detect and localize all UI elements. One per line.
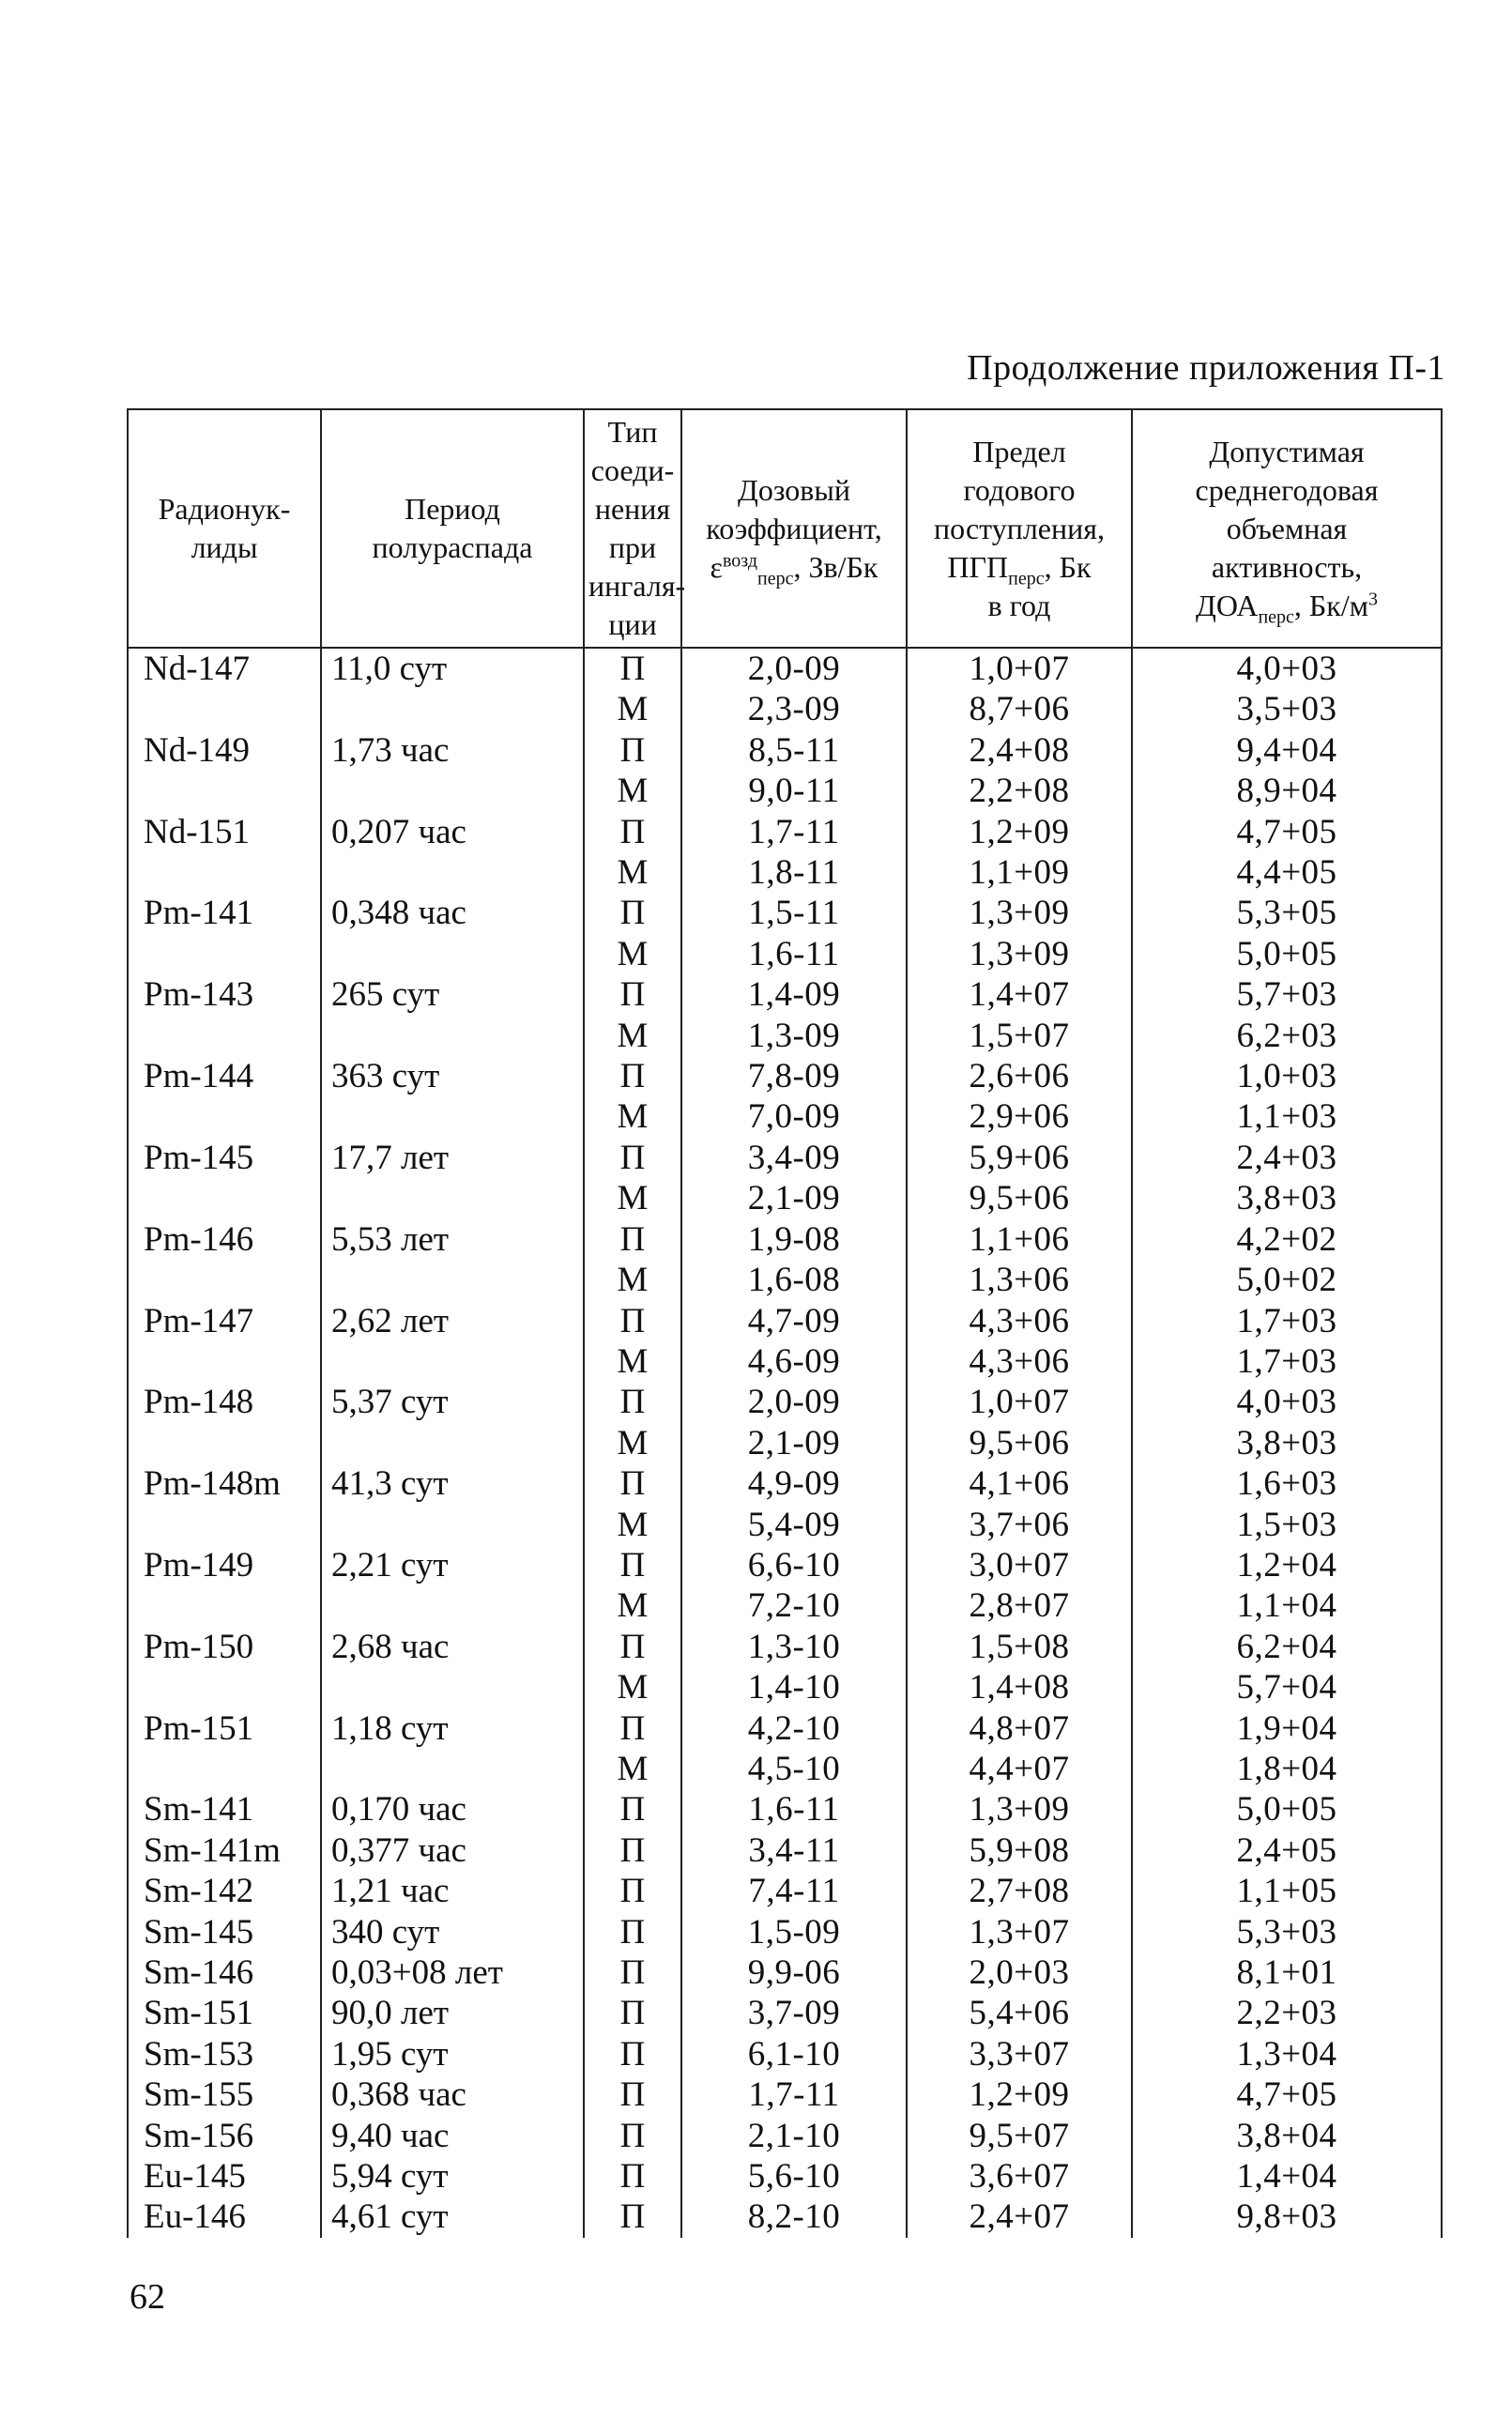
cell-compound-type: М	[584, 852, 681, 893]
cell-annual-limit: 2,0+03	[907, 1952, 1132, 1993]
cell-annual-limit: 5,9+06	[907, 1138, 1132, 1178]
table-row	[128, 1056, 1442, 1096]
cell-half-life: 90,0 лет	[321, 1993, 584, 2033]
table-header-row	[128, 409, 1442, 648]
cell-dose-coefficient: 1,4-09	[681, 974, 907, 1015]
cell-nuclide: Pm-143	[128, 974, 321, 1015]
page-number: 62	[130, 2277, 165, 2317]
table-row	[128, 812, 1442, 852]
cell-compound-type: М	[584, 934, 681, 974]
table-row	[128, 893, 1442, 933]
cell-annual-limit: 1,3+06	[907, 1260, 1132, 1300]
cell-half-life	[321, 1667, 584, 1707]
table-row	[128, 1341, 1442, 1382]
cell-compound-type: П	[584, 1912, 681, 1952]
cell-nuclide: Pm-145	[128, 1138, 321, 1178]
cell-nuclide	[128, 1423, 321, 1463]
table-row	[128, 1585, 1442, 1626]
cell-half-life: 2,68 час	[321, 1627, 584, 1667]
cell-annual-limit: 9,5+07	[907, 2116, 1132, 2156]
cell-annual-limit: 4,4+07	[907, 1749, 1132, 1789]
cell-annual-limit: 3,7+06	[907, 1505, 1132, 1545]
table-row	[128, 1871, 1442, 1911]
cell-annual-limit: 9,5+06	[907, 1423, 1132, 1463]
cell-compound-type: П	[584, 1463, 681, 1504]
cell-allowed-activity: 4,2+02	[1132, 1219, 1442, 1260]
cell-compound-type: П	[584, 1830, 681, 1871]
cell-allowed-activity: 5,0+05	[1132, 934, 1442, 974]
cell-compound-type: М	[584, 1260, 681, 1300]
table-row	[128, 1749, 1442, 1789]
cell-nuclide: Sm-156	[128, 2116, 321, 2156]
header-nuclide: Радионук- лиды	[128, 409, 321, 648]
cell-half-life	[321, 1585, 584, 1626]
cell-allowed-activity: 1,3+04	[1132, 2034, 1442, 2075]
cell-annual-limit: 1,3+07	[907, 1912, 1132, 1952]
cell-compound-type: П	[584, 1708, 681, 1749]
table-row	[128, 1627, 1442, 1667]
cell-half-life: 5,37 сут	[321, 1382, 584, 1422]
cell-annual-limit: 2,9+06	[907, 1096, 1132, 1137]
table-row	[128, 1912, 1442, 1952]
cell-half-life	[321, 1260, 584, 1300]
cell-dose-coefficient: 5,6-10	[681, 2156, 907, 2197]
cell-nuclide: Pm-148m	[128, 1463, 321, 1504]
cell-dose-coefficient: 1,8-11	[681, 852, 907, 893]
cell-compound-type: М	[584, 1423, 681, 1463]
cell-compound-type: М	[584, 1749, 681, 1789]
cell-nuclide: Pm-151	[128, 1708, 321, 1749]
cell-annual-limit: 2,6+06	[907, 1056, 1132, 1096]
cell-allowed-activity: 4,7+05	[1132, 2075, 1442, 2115]
cell-half-life: 265 сут	[321, 974, 584, 1015]
cell-nuclide	[128, 1505, 321, 1545]
header-dose-coefficient: Дозовый коэффициент, $\varepsilon^{возд}_{перс}$, Зв/Бк	[681, 409, 907, 648]
cell-dose-coefficient: 1,5-11	[681, 893, 907, 933]
table-row	[128, 1830, 1442, 1871]
cell-allowed-activity: 5,7+03	[1132, 974, 1442, 1015]
cell-dose-coefficient: 6,6-10	[681, 1545, 907, 1585]
cell-allowed-activity: 4,0+03	[1132, 648, 1442, 689]
table-row	[128, 1016, 1442, 1056]
cell-half-life: 41,3 сут	[321, 1463, 584, 1504]
cell-half-life	[321, 1016, 584, 1056]
cell-allowed-activity: 8,1+01	[1132, 1952, 1442, 1993]
cell-half-life: 0,207 час	[321, 812, 584, 852]
cell-annual-limit: 4,3+06	[907, 1341, 1132, 1382]
cell-dose-coefficient: 1,6-11	[681, 934, 907, 974]
cell-nuclide	[128, 1260, 321, 1300]
cell-allowed-activity: 5,0+05	[1132, 1789, 1442, 1830]
cell-nuclide: Sm-142	[128, 1871, 321, 1911]
header-half-life: Период полураспада	[321, 409, 584, 648]
cell-annual-limit: 4,3+06	[907, 1301, 1132, 1341]
cell-nuclide: Sm-155	[128, 2075, 321, 2115]
cell-dose-coefficient: 1,3-10	[681, 1627, 907, 1667]
cell-half-life: 340 сут	[321, 1912, 584, 1952]
cell-nuclide: Sm-153	[128, 2034, 321, 2075]
cell-half-life	[321, 1423, 584, 1463]
cell-compound-type: М	[584, 1016, 681, 1056]
cell-half-life: 0,170 час	[321, 1789, 584, 1830]
cell-half-life: 0,348 час	[321, 893, 584, 933]
cell-allowed-activity: 9,4+04	[1132, 730, 1442, 771]
cell-allowed-activity: 4,0+03	[1132, 1382, 1442, 1422]
cell-half-life	[321, 689, 584, 729]
table-row	[128, 2156, 1442, 2197]
cell-half-life: 1,21 час	[321, 1871, 584, 1911]
cell-dose-coefficient: 2,1-09	[681, 1178, 907, 1218]
table-row	[128, 689, 1442, 729]
cell-allowed-activity: 1,8+04	[1132, 1749, 1442, 1789]
table-row	[128, 648, 1442, 689]
table-row	[128, 1708, 1442, 1749]
table-row	[128, 1952, 1442, 1993]
cell-dose-coefficient: 1,3-09	[681, 1016, 907, 1056]
cell-annual-limit: 1,4+08	[907, 1667, 1132, 1707]
cell-nuclide	[128, 1749, 321, 1789]
cell-compound-type: П	[584, 974, 681, 1015]
cell-dose-coefficient: 2,3-09	[681, 689, 907, 729]
table-row	[128, 2034, 1442, 2075]
cell-nuclide: Pm-146	[128, 1219, 321, 1260]
table-row	[128, 934, 1442, 974]
table-row	[128, 1301, 1442, 1341]
table-row	[128, 1545, 1442, 1585]
cell-allowed-activity: 1,4+04	[1132, 2156, 1442, 2197]
header-annual-intake-limit: Предел годового поступления, $ПГП_{перс}$, Бк в год	[907, 409, 1132, 648]
cell-allowed-activity: 4,7+05	[1132, 812, 1442, 852]
cell-compound-type: М	[584, 1667, 681, 1707]
cell-half-life: 2,21 сут	[321, 1545, 584, 1585]
cell-compound-type: П	[584, 1789, 681, 1830]
cell-dose-coefficient: 4,7-09	[681, 1301, 907, 1341]
cell-compound-type: М	[584, 1341, 681, 1382]
cell-dose-coefficient: 6,1-10	[681, 2034, 907, 2075]
cell-compound-type: П	[584, 2156, 681, 2197]
cell-annual-limit: 2,4+07	[907, 2197, 1132, 2237]
cell-annual-limit: 2,2+08	[907, 771, 1132, 811]
cell-allowed-activity: 1,7+03	[1132, 1301, 1442, 1341]
cell-half-life: 0,03+08 лет	[321, 1952, 584, 1993]
table-row	[128, 1423, 1442, 1463]
cell-nuclide	[128, 1585, 321, 1626]
cell-dose-coefficient: 3,7-09	[681, 1993, 907, 2033]
cell-allowed-activity: 6,2+04	[1132, 1627, 1442, 1667]
cell-allowed-activity: 4,4+05	[1132, 852, 1442, 893]
cell-nuclide	[128, 852, 321, 893]
table-row	[128, 1096, 1442, 1137]
cell-allowed-activity: 1,9+04	[1132, 1708, 1442, 1749]
cell-half-life	[321, 1749, 584, 1789]
cell-nuclide: Nd-151	[128, 812, 321, 852]
cell-dose-coefficient: 9,9-06	[681, 1952, 907, 1993]
cell-nuclide	[128, 771, 321, 811]
cell-nuclide	[128, 934, 321, 974]
cell-half-life: 11,0 сут	[321, 648, 584, 689]
cell-compound-type: П	[584, 1301, 681, 1341]
cell-half-life	[321, 771, 584, 811]
cell-half-life: 5,53 лет	[321, 1219, 584, 1260]
cell-nuclide: Nd-147	[128, 648, 321, 689]
cell-nuclide: Pm-144	[128, 1056, 321, 1096]
cell-dose-coefficient: 9,0-11	[681, 771, 907, 811]
cell-nuclide: Sm-145	[128, 1912, 321, 1952]
cell-dose-coefficient: 4,5-10	[681, 1749, 907, 1789]
cell-dose-coefficient: 4,2-10	[681, 1708, 907, 1749]
cell-half-life: 5,94 сут	[321, 2156, 584, 2197]
cell-dose-coefficient: 2,1-09	[681, 1423, 907, 1463]
cell-allowed-activity: 8,9+04	[1132, 771, 1442, 811]
cell-half-life: 363 сут	[321, 1056, 584, 1096]
cell-compound-type: П	[584, 648, 681, 689]
table-row	[128, 1382, 1442, 1422]
cell-compound-type: П	[584, 1871, 681, 1911]
cell-allowed-activity: 3,8+03	[1132, 1178, 1442, 1218]
cell-annual-limit: 3,0+07	[907, 1545, 1132, 1585]
cell-nuclide	[128, 1016, 321, 1056]
table-row	[128, 2116, 1442, 2156]
cell-half-life	[321, 934, 584, 974]
cell-allowed-activity: 1,1+04	[1132, 1585, 1442, 1626]
cell-nuclide: Pm-148	[128, 1382, 321, 1422]
cell-nuclide: Pm-141	[128, 893, 321, 933]
cell-allowed-activity: 1,2+04	[1132, 1545, 1442, 1585]
cell-dose-coefficient: 1,7-11	[681, 812, 907, 852]
cell-half-life	[321, 1505, 584, 1545]
cell-dose-coefficient: 8,2-10	[681, 2197, 907, 2237]
cell-dose-coefficient: 1,5-09	[681, 1912, 907, 1952]
cell-half-life: 9,40 час	[321, 2116, 584, 2156]
cell-compound-type: М	[584, 689, 681, 729]
cell-half-life: 2,62 лет	[321, 1301, 584, 1341]
cell-annual-limit: 1,2+09	[907, 2075, 1132, 2115]
cell-dose-coefficient: 2,0-09	[681, 1382, 907, 1422]
cell-compound-type: П	[584, 1627, 681, 1667]
cell-allowed-activity: 1,7+03	[1132, 1341, 1442, 1382]
cell-annual-limit: 3,6+07	[907, 2156, 1132, 2197]
cell-compound-type: П	[584, 2197, 681, 2237]
cell-annual-limit: 2,8+07	[907, 1585, 1132, 1626]
cell-annual-limit: 1,3+09	[907, 893, 1132, 933]
cell-compound-type: П	[584, 1952, 681, 1993]
table-row	[128, 771, 1442, 811]
cell-annual-limit: 5,4+06	[907, 1993, 1132, 2033]
cell-allowed-activity: 1,1+05	[1132, 1871, 1442, 1911]
cell-nuclide: Eu-146	[128, 2197, 321, 2237]
cell-compound-type: П	[584, 2075, 681, 2115]
cell-compound-type: М	[584, 771, 681, 811]
cell-compound-type: П	[584, 1993, 681, 2033]
cell-dose-coefficient: 3,4-11	[681, 1830, 907, 1871]
table-row	[128, 852, 1442, 893]
cell-allowed-activity: 5,3+03	[1132, 1912, 1442, 1952]
cell-dose-coefficient: 7,2-10	[681, 1585, 907, 1626]
cell-allowed-activity: 5,3+05	[1132, 893, 1442, 933]
cell-annual-limit: 2,7+08	[907, 1871, 1132, 1911]
cell-annual-limit: 1,0+07	[907, 1382, 1132, 1422]
cell-nuclide	[128, 1667, 321, 1707]
table-caption: Продолжение приложения П-1	[967, 348, 1445, 388]
cell-nuclide	[128, 1178, 321, 1218]
cell-dose-coefficient: 3,4-09	[681, 1138, 907, 1178]
cell-half-life	[321, 1178, 584, 1218]
cell-annual-limit: 1,3+09	[907, 934, 1132, 974]
cell-compound-type: П	[584, 2116, 681, 2156]
cell-compound-type: М	[584, 1505, 681, 1545]
cell-dose-coefficient: 7,4-11	[681, 1871, 907, 1911]
cell-allowed-activity: 1,5+03	[1132, 1505, 1442, 1545]
cell-compound-type: М	[584, 1178, 681, 1218]
cell-allowed-activity: 3,5+03	[1132, 689, 1442, 729]
cell-compound-type: П	[584, 1545, 681, 1585]
cell-allowed-activity: 2,4+05	[1132, 1830, 1442, 1871]
cell-annual-limit: 3,3+07	[907, 2034, 1132, 2075]
cell-compound-type: П	[584, 1382, 681, 1422]
cell-nuclide: Sm-141m	[128, 1830, 321, 1871]
cell-annual-limit: 1,1+06	[907, 1219, 1132, 1260]
cell-half-life: 1,18 сут	[321, 1708, 584, 1749]
cell-nuclide	[128, 1096, 321, 1137]
table-row	[128, 2075, 1442, 2115]
table-row	[128, 1505, 1442, 1545]
cell-compound-type: П	[584, 1219, 681, 1260]
cell-nuclide: Sm-151	[128, 1993, 321, 2033]
cell-allowed-activity: 2,4+03	[1132, 1138, 1442, 1178]
cell-half-life: 0,377 час	[321, 1830, 584, 1871]
table-row	[128, 1463, 1442, 1504]
table-row	[128, 1993, 1442, 2033]
cell-annual-limit: 1,1+09	[907, 852, 1132, 893]
cell-allowed-activity: 2,2+03	[1132, 1993, 1442, 2033]
cell-nuclide: Pm-149	[128, 1545, 321, 1585]
cell-annual-limit: 5,9+08	[907, 1830, 1132, 1871]
table-row	[128, 1138, 1442, 1178]
cell-compound-type: М	[584, 1096, 681, 1137]
cell-annual-limit: 1,5+07	[907, 1016, 1132, 1056]
table-row	[128, 1260, 1442, 1300]
cell-annual-limit: 8,7+06	[907, 689, 1132, 729]
table-row	[128, 1178, 1442, 1218]
cell-half-life	[321, 852, 584, 893]
cell-allowed-activity: 9,8+03	[1132, 2197, 1442, 2237]
cell-compound-type: П	[584, 2034, 681, 2075]
cell-compound-type: П	[584, 812, 681, 852]
header-compound-type: Тип соеди- нения при ингаля- ции	[584, 409, 681, 648]
table-row	[128, 974, 1442, 1015]
cell-dose-coefficient: 1,9-08	[681, 1219, 907, 1260]
cell-allowed-activity: 6,2+03	[1132, 1016, 1442, 1056]
cell-dose-coefficient: 7,0-09	[681, 1096, 907, 1137]
table-row	[128, 1789, 1442, 1830]
cell-annual-limit: 1,0+07	[907, 648, 1132, 689]
cell-compound-type: П	[584, 1056, 681, 1096]
header-allowed-activity: Допустимая среднегодовая объемная активность, $ДОА_{перс}$, $Бк/м^3$	[1132, 409, 1442, 648]
cell-nuclide	[128, 689, 321, 729]
cell-dose-coefficient: 1,7-11	[681, 2075, 907, 2115]
cell-dose-coefficient: 2,1-10	[681, 2116, 907, 2156]
cell-compound-type: П	[584, 893, 681, 933]
cell-dose-coefficient: 2,0-09	[681, 648, 907, 689]
cell-nuclide: Nd-149	[128, 730, 321, 771]
cell-annual-limit: 2,4+08	[907, 730, 1132, 771]
table-row	[128, 1219, 1442, 1260]
cell-dose-coefficient: 4,6-09	[681, 1341, 907, 1382]
cell-dose-coefficient: 5,4-09	[681, 1505, 907, 1545]
cell-dose-coefficient: 7,8-09	[681, 1056, 907, 1096]
cell-allowed-activity: 3,8+04	[1132, 2116, 1442, 2156]
cell-allowed-activity: 1,1+03	[1132, 1096, 1442, 1137]
cell-allowed-activity: 1,6+03	[1132, 1463, 1442, 1504]
cell-dose-coefficient: 1,6-11	[681, 1789, 907, 1830]
cell-annual-limit: 1,4+07	[907, 974, 1132, 1015]
table-row	[128, 730, 1442, 771]
cell-dose-coefficient: 8,5-11	[681, 730, 907, 771]
cell-annual-limit: 1,5+08	[907, 1627, 1132, 1667]
cell-dose-coefficient: 1,4-10	[681, 1667, 907, 1707]
cell-dose-coefficient: 4,9-09	[681, 1463, 907, 1504]
cell-nuclide: Pm-150	[128, 1627, 321, 1667]
cell-annual-limit: 4,1+06	[907, 1463, 1132, 1504]
cell-half-life	[321, 1096, 584, 1137]
cell-half-life: 0,368 час	[321, 2075, 584, 2115]
table-row	[128, 2197, 1442, 2237]
radionuclide-table	[127, 408, 1443, 2238]
cell-half-life	[321, 1341, 584, 1382]
cell-annual-limit: 9,5+06	[907, 1178, 1132, 1218]
cell-allowed-activity: 1,0+03	[1132, 1056, 1442, 1096]
cell-nuclide: Sm-141	[128, 1789, 321, 1830]
cell-half-life: 17,7 лет	[321, 1138, 584, 1178]
cell-annual-limit: 1,2+09	[907, 812, 1132, 852]
cell-nuclide: Sm-146	[128, 1952, 321, 1993]
cell-compound-type: П	[584, 730, 681, 771]
cell-compound-type: П	[584, 1138, 681, 1178]
cell-compound-type: М	[584, 1585, 681, 1626]
cell-half-life: 1,73 час	[321, 730, 584, 771]
cell-allowed-activity: 5,0+02	[1132, 1260, 1442, 1300]
cell-half-life: 1,95 сут	[321, 2034, 584, 2075]
cell-annual-limit: 4,8+07	[907, 1708, 1132, 1749]
cell-allowed-activity: 5,7+04	[1132, 1667, 1442, 1707]
table-row	[128, 1667, 1442, 1707]
cell-half-life: 4,61 сут	[321, 2197, 584, 2237]
cell-nuclide: Eu-145	[128, 2156, 321, 2197]
cell-nuclide: Pm-147	[128, 1301, 321, 1341]
cell-nuclide	[128, 1341, 321, 1382]
cell-dose-coefficient: 1,6-08	[681, 1260, 907, 1300]
cell-annual-limit: 1,3+09	[907, 1789, 1132, 1830]
cell-allowed-activity: 3,8+03	[1132, 1423, 1442, 1463]
